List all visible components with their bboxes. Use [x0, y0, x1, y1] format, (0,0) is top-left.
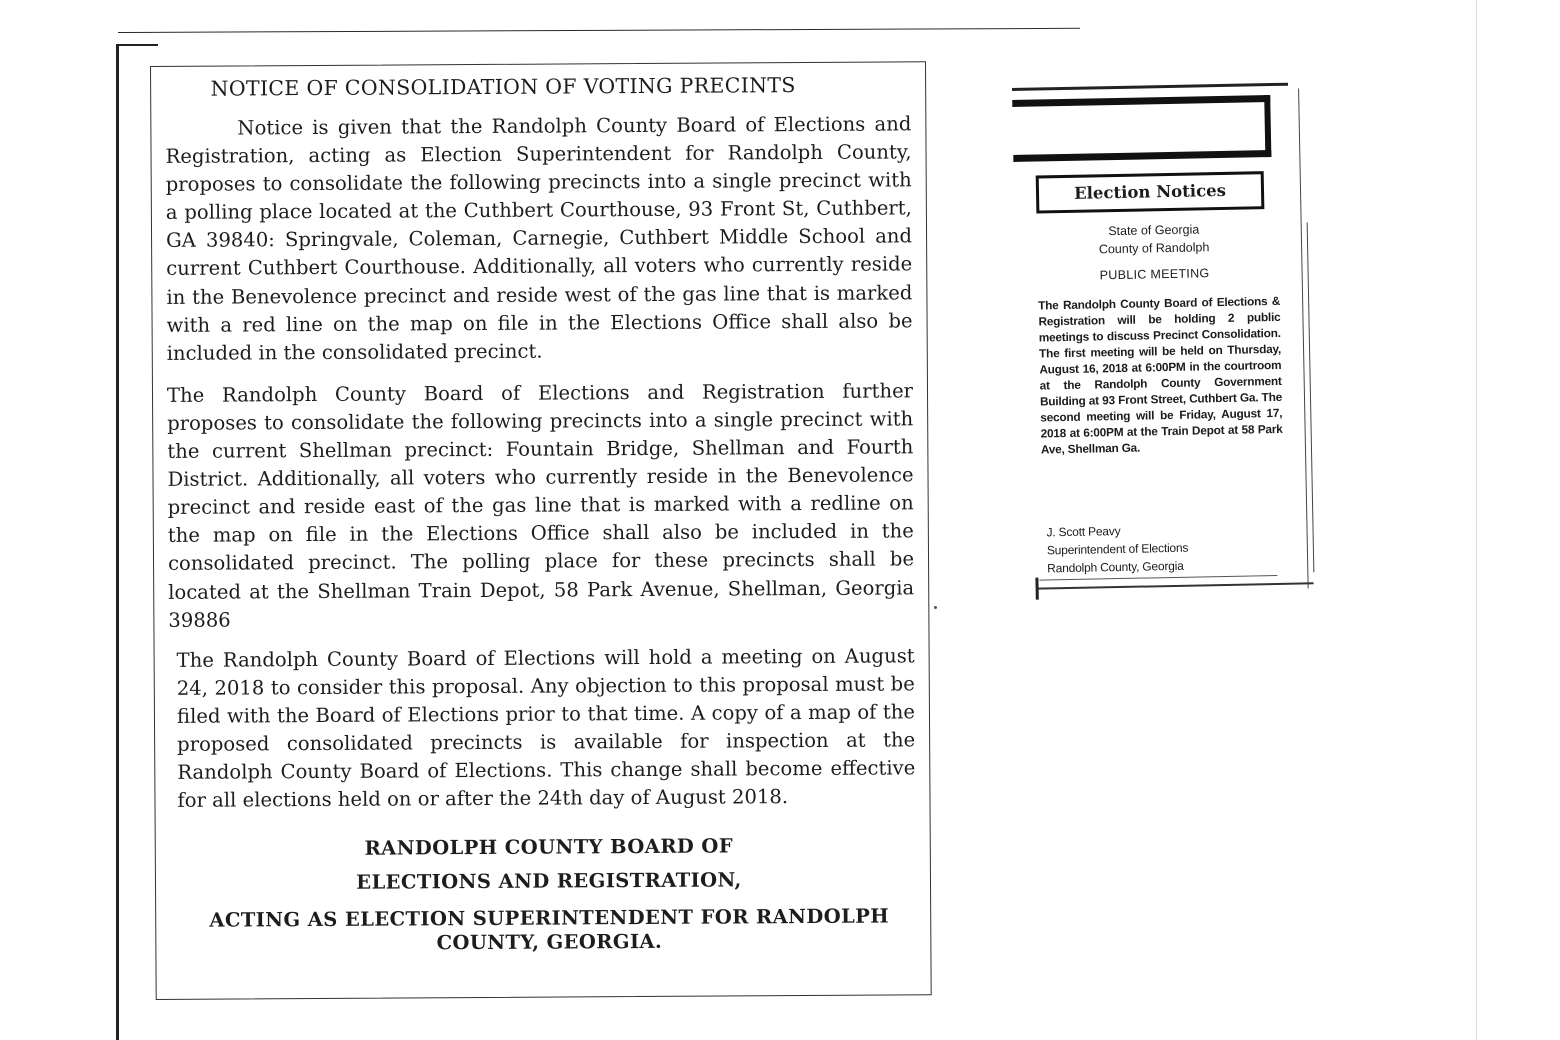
election-notices-clipping: [1012, 82, 1316, 608]
clipping-corner-tick: [1035, 578, 1038, 600]
consolidation-notice: [150, 61, 932, 1000]
notice-paragraph-3: The Randolph County Board of Elections will hold a meeting on August 24, 2018 to consider this proposal. Any objection to this proposal must be filed with the Board of Elections prior to that time. A copy of a map of the proposed consolidated precincts is available for inspection at the Randolph County Board of Elections. This change shall become effective for all elections held on or after the 24th day of August 2018.: [176, 644, 916, 813]
clipping-signature: [1046, 521, 1188, 578]
clipping-header-bar: [1012, 95, 1271, 162]
clipping-header: Election Notices: [1036, 171, 1265, 213]
signer-location: Randolph County, Georgia: [1047, 558, 1184, 576]
clipping-meeting-label: PUBLIC MEETING: [1099, 266, 1210, 283]
signer-title: Superintendent of Elections: [1046, 540, 1189, 558]
clipping-bottom-rule: [1038, 582, 1314, 589]
notice-paragraph-2: The Randolph County Board of Elections and Registration further proposes to consolidate the following precincts into a single precinct with the current Shellman precinct: Fountain Bridge, Shellman and Fourth District. Additionally, all voters who currently reside in the Benevolence precinct and reside east of the gas line that is marked with a redline on the map on file in the Elections Office shall also be included in the consolidated precinct. The polling place for these precincts shall be located at the Shellman Train Depot, 58 Park Avenue, Shellman, Georgia 39886: [166, 379, 915, 632]
notice-paragraph-1: Notice is given that the Randolph County Board of Elections and Registration, acting as Election Superintendent for Randolph County, proposes to consolidate the following precincts into a single precinct with a polling place located at the Cuthbert Courthouse, 93 Front St, Cuthbert, GA 39840: Springvale, Coleman, Carnegie, Cuthbert Middle School and current Cuthbert Courthouse. Additionally, all voters who currently reside in the Benevolence precinct and reside west of the gas line that is marked with a red line on the map on file in the Elections Office shall also be included in the consolidated precinct.: [165, 112, 913, 365]
clipping-body: The Randolph County Board of Elections & Registration will be holding 2 public meetings to discuss Precinct Consolidation. The first meeting will be held on Thursday, August 16, 2018 at 6:00PM in the courtroom at the Randolph County Government Building at 93 Front Street, Cuthbert Ga. The second meeting will be Friday, August 17, 2018 at 6:00PM at the Train Depot at 58 Park Ave, Shellman Ga.: [1038, 293, 1283, 457]
page-edge-corner: [118, 44, 158, 46]
page-edge-right: [1476, 0, 1477, 1040]
signature-line-3: ACTING AS ELECTION SUPERINTENDENT FOR RANDOLPH COUNTY, GEORGIA.: [209, 904, 890, 955]
notice-signature: [156, 829, 931, 958]
page-edge-left: [116, 44, 119, 1040]
clipping-top-rule: [1012, 83, 1288, 91]
clipping-state: State of Georgia: [1108, 222, 1200, 239]
page-edge-top: [118, 28, 1080, 33]
notice-body: [151, 110, 929, 815]
clipping-right-rule: [1298, 88, 1309, 588]
scan-speck: [934, 606, 937, 609]
signer-name: J. Scott Peavy: [1046, 524, 1121, 540]
signature-line-2: ELECTIONS AND REGISTRATION,: [356, 868, 742, 895]
clipping-right-rule-2: [1307, 222, 1315, 572]
signature-line-1: RANDOLPH COUNTY BOARD OF: [364, 834, 734, 860]
clipping-county: County of Randolph: [1098, 240, 1210, 257]
notice-title: NOTICE OF CONSOLIDATION OF VOTING PRECINTS: [210, 73, 796, 101]
